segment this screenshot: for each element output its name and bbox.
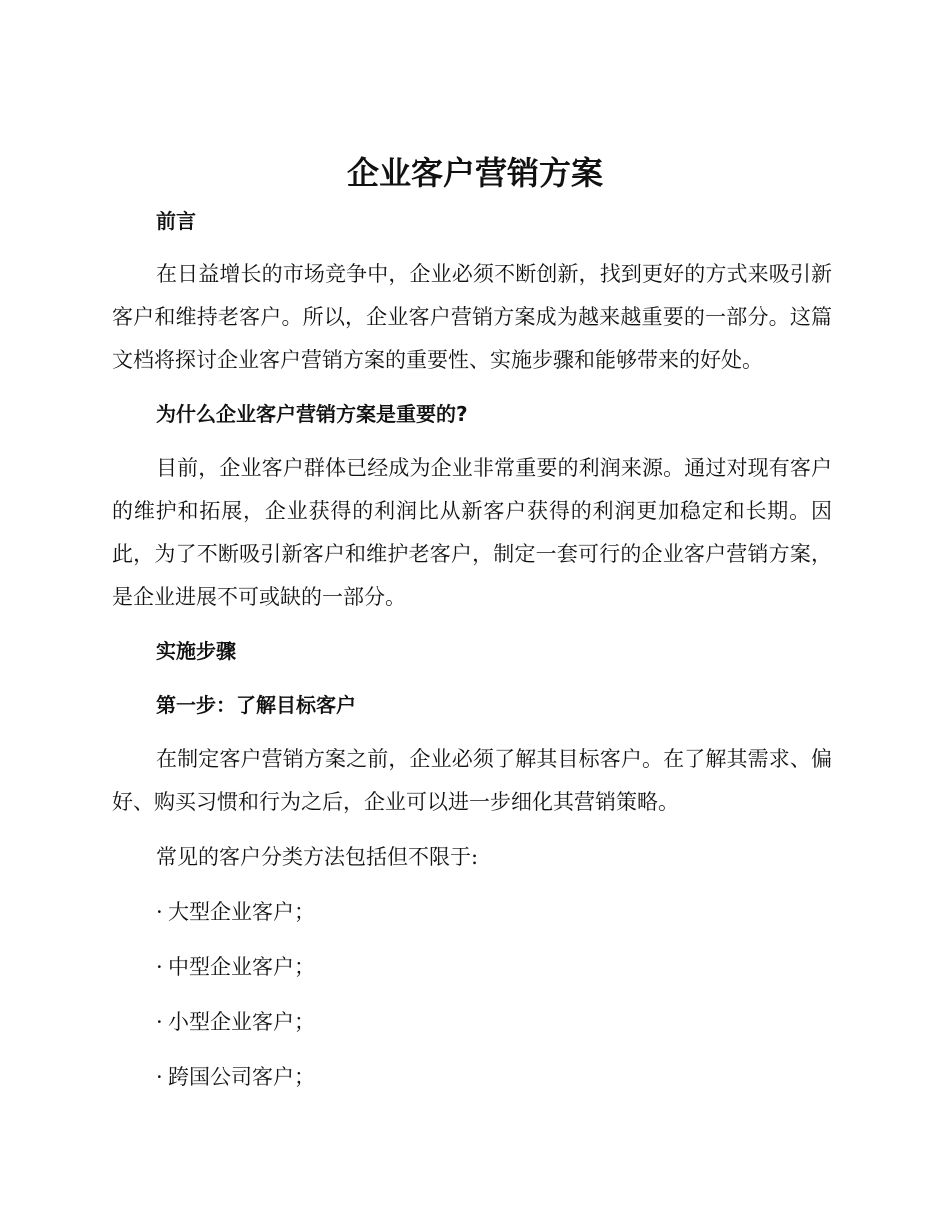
bullet-icon: · — [156, 955, 163, 979]
bullet-icon: · — [156, 1065, 163, 1089]
list-item — [156, 897, 315, 927]
list-item-text: 大型企业客户； — [168, 900, 315, 924]
heading-implementation-steps: 实施步骤 — [156, 639, 236, 663]
paragraph-why-important: 目前，企业客户群体已经成为企业非常重要的利润来源。通过对现有客户的维护和拓展，企业获得的利润比从新客户获得的利润更加稳定和长期。因此，为了不断吸引新客户和维护老客户，制定一套可行的企业客户营销方案，是企业进展不可或缺的一部分。 — [112, 456, 832, 609]
paragraph-step-one: 在制定客户营销方案之前，企业必须了解其目标客户。在了解其需求、偏好、购买习惯和行为之后，企业可以进一步细化其营销策略。 — [112, 747, 832, 814]
bullet-icon: · — [156, 900, 163, 924]
heading-step-one: 第一步：了解目标客户 — [156, 693, 356, 717]
heading-why-important: 为什么企业客户营销方案是重要的? — [156, 402, 468, 426]
list-item — [156, 1062, 315, 1092]
list-item-text: 跨国公司客户； — [168, 1065, 315, 1089]
list-item — [156, 952, 315, 982]
paragraph-preface: 在日益增长的市场竞争中，企业必须不断创新，找到更好的方式来吸引新客户和维持老客户。所以，企业客户营销方案成为越来越重要的一部分。这篇文档将探讨企业客户营销方案的重要性、实施步骤和能够带来的好处。 — [112, 262, 832, 372]
document-title: 企业客户营销方案 — [346, 154, 603, 192]
heading-preface: 前言 — [156, 209, 196, 233]
bullet-icon: · — [156, 1010, 163, 1034]
list-item-text: 小型企业客户； — [168, 1010, 315, 1034]
paragraph-classification-intro: 常见的客户分类方法包括但不限于: — [156, 845, 479, 869]
list-item — [156, 1007, 315, 1037]
list-item-text: 中型企业客户； — [168, 955, 315, 979]
